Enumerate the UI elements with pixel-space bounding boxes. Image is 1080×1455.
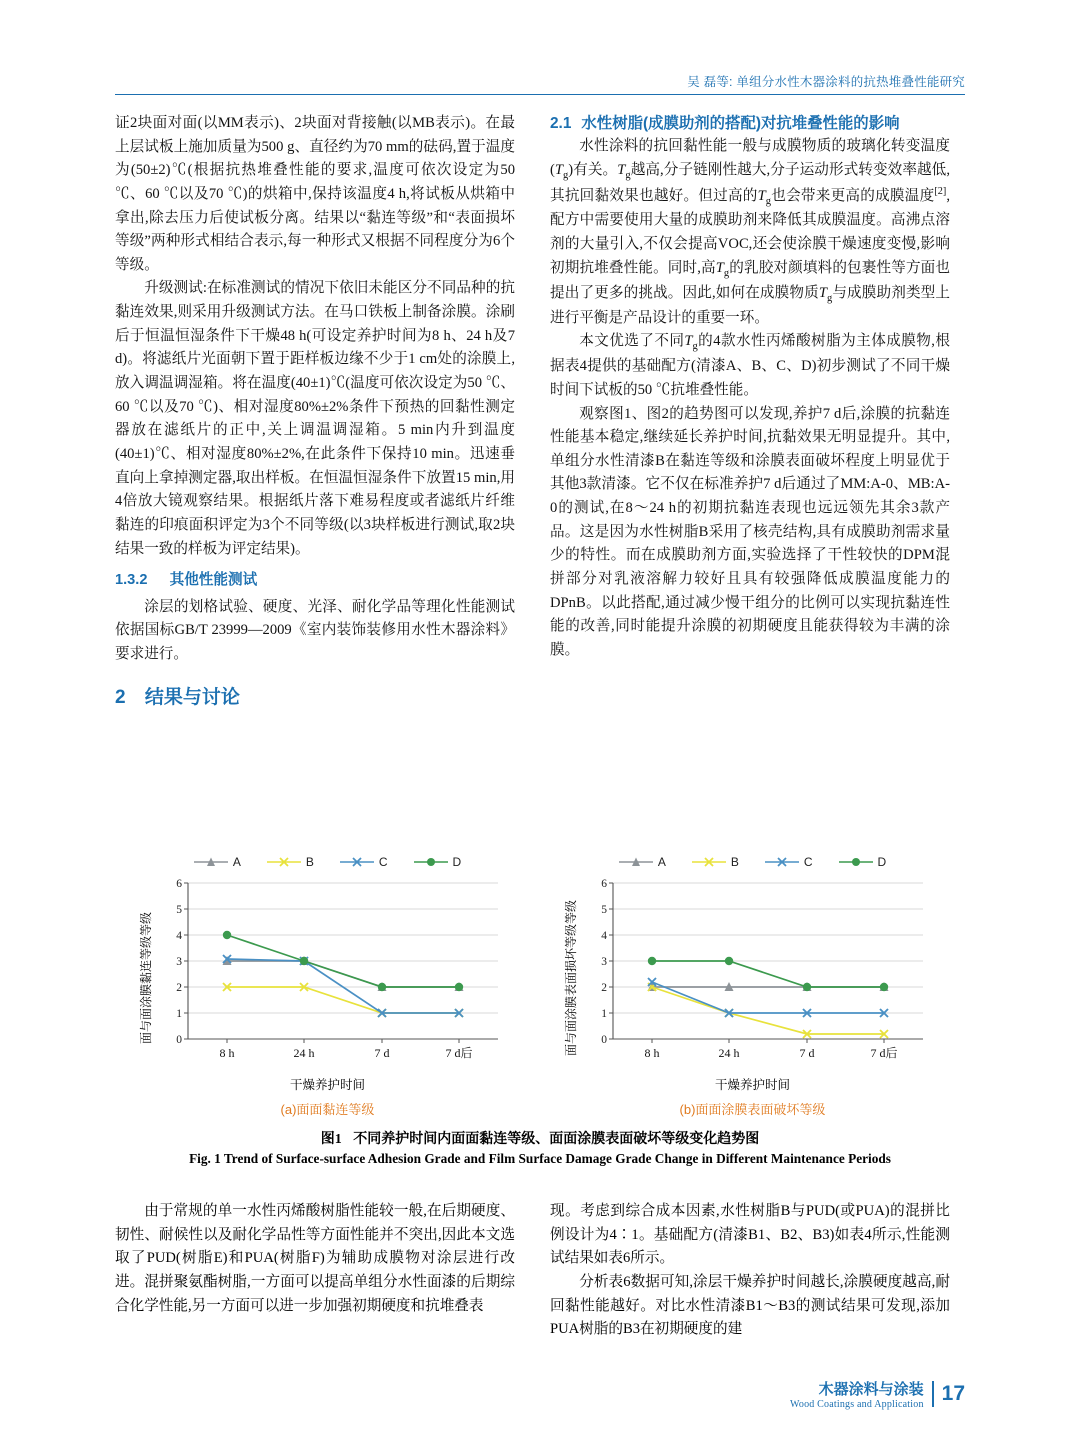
svg-text:7 d: 7 d bbox=[374, 1046, 389, 1060]
footer-divider bbox=[932, 1381, 934, 1407]
chart-b-legend bbox=[540, 855, 965, 869]
legend-label: B bbox=[305, 855, 314, 869]
paragraph: 升级测试:在标准测试的情况下依旧未能区分不同品种的抗黏连效果,则采用升级测试方法。在马口铁板上制备涂膜。涂刷后于恒温恒湿条件下干燥48 h(可设定养护时间为8 h、24 h及7 d)。将滤纸片光面朝下置于距样板边缘不少于1 cm处的涂膜上,放入调温调湿箱。将在温度(40±1)℃(温度可依次设定为50 ℃、60 ℃以及70 ℃)、相对湿度80%±2%条件下预热的回黏性测定器放在滤纸片的正中,关上调温调湿箱。5 min内升到温度(40±1)℃、相对湿度80%±2%,在此条件下保持10 min。迅速垂直向上拿掉测定器,取出样板。在恒温恒湿条件下放置15 min,用4倍放大镜观察结果。根据纸片落下难易程度或者滤纸片纤维黏连的印痕面积评定为3个不同等级(以3块样板进行测试,取2块结果一致的样板为评定结果)。 bbox=[115, 280, 515, 557]
legend-marker-x-icon bbox=[267, 856, 301, 868]
legend-item-a bbox=[194, 855, 241, 869]
heading-text: 结果与讨论 bbox=[144, 686, 240, 708]
svg-text:24 h: 24 h bbox=[718, 1046, 739, 1060]
running-head-rule bbox=[115, 94, 965, 95]
heading-1-3-2 bbox=[115, 569, 515, 593]
text-run: 的4款水性丙烯酸树脂为主体成膜物,根据表4提供的基础配方(清漆A、B、C、D)初步测试了不同干燥时间下试板的50 ℃抗堆叠性能。 bbox=[550, 333, 950, 398]
left-column bbox=[115, 112, 515, 724]
paragraph: 涂层的划格试验、硬度、光泽、耐化学品等理化性能测试依据国标GB/T 23999—2009《室内装饰装修用水性木器涂料》要求进行。 bbox=[115, 598, 515, 663]
legend-label: C bbox=[803, 855, 813, 869]
legend-label: A bbox=[657, 855, 666, 869]
figure-1 bbox=[115, 855, 965, 1167]
running-head-author: 吴 磊等: bbox=[687, 75, 733, 89]
svg-text:1: 1 bbox=[600, 1008, 607, 1020]
chart-b-ylabel: 面与面涂膜表面损坏等级等级 bbox=[563, 899, 578, 1057]
symbol-tg: T bbox=[554, 161, 563, 178]
svg-text:4: 4 bbox=[175, 930, 182, 942]
svg-text:3: 3 bbox=[600, 956, 607, 968]
symbol-tg-sub: g bbox=[563, 169, 569, 181]
legend-item-d bbox=[839, 855, 887, 869]
heading-text: 水性树脂(成膜助剂的搭配)对抗堆叠性能的影响 bbox=[581, 115, 900, 132]
chart-b bbox=[540, 855, 965, 1118]
chart-a-xlabel: 干燥养护时间 bbox=[289, 1078, 365, 1092]
paragraph-tg bbox=[550, 135, 950, 330]
svg-text:2: 2 bbox=[175, 982, 182, 994]
chart-b-caption: (b)面面涂膜表面破坏等级 bbox=[679, 1102, 826, 1117]
heading-number: 2 bbox=[115, 686, 126, 708]
legend-label: A bbox=[232, 855, 241, 869]
svg-text:7 d: 7 d bbox=[799, 1046, 814, 1060]
journal-name-en: Wood Coatings and Application bbox=[790, 1399, 924, 1410]
legend-marker-triangle-icon bbox=[619, 856, 653, 868]
svg-text:4: 4 bbox=[600, 930, 607, 942]
bottom-left-column bbox=[115, 1200, 515, 1318]
chart-b-plot bbox=[553, 873, 953, 1073]
legend-marker-circle-icon bbox=[839, 856, 873, 868]
legend-marker-x-icon bbox=[765, 856, 799, 868]
page-number: 17 bbox=[941, 1382, 965, 1405]
legend-marker-x-icon bbox=[340, 856, 374, 868]
text-run: )有关。 bbox=[568, 161, 618, 178]
chart-a-plot bbox=[128, 873, 528, 1073]
svg-text:6: 6 bbox=[175, 878, 182, 890]
figure-caption-text: 不同养护时间内面面黏连等级、面面涂膜表面破坏等级变化趋势图 bbox=[353, 1132, 760, 1147]
svg-text:2: 2 bbox=[600, 982, 607, 994]
svg-text:7 d后: 7 d后 bbox=[444, 1046, 473, 1060]
svg-text:8 h: 8 h bbox=[219, 1046, 234, 1060]
legend-marker-x-icon bbox=[692, 856, 726, 868]
figure-caption-en: Fig. 1 Trend of Surface-surface Adhesion Grade and Film Surface Damage Grade Change in Different Maintenance Periods bbox=[189, 1151, 891, 1166]
symbol-tg-sub: g bbox=[625, 169, 631, 181]
bottom-right-column bbox=[550, 1200, 950, 1342]
page-footer bbox=[790, 1378, 965, 1410]
svg-text:24 h: 24 h bbox=[293, 1046, 314, 1060]
legend-item-b bbox=[692, 855, 739, 869]
svg-text:6: 6 bbox=[600, 878, 607, 890]
figure-label: 图1 bbox=[320, 1132, 342, 1147]
svg-text:3: 3 bbox=[175, 956, 182, 968]
paragraph: 分析表6数据可知,涂层干燥养护时间越长,涂膜硬度越高,耐回黏性能越好。对比水性清漆B1～B3的测试结果可发现,添加PUA树脂的B3在初期硬度的建 bbox=[550, 1273, 950, 1338]
svg-text:5: 5 bbox=[600, 904, 607, 916]
svg-text:0: 0 bbox=[600, 1034, 607, 1046]
paragraph: 证2块面对面(以MM表示)、2块面对背接触(以MB表示)。在最上层试板上施加质量为500 g、直径约为70 mm的砝码,置于温度为(50±2)℃(根据抗热堆叠性能的要求,温度可依次设定为50 ℃、60 ℃以及70 ℃)的烘箱中,保持该温度4 h,将试板从烘箱中拿出,除去压力后使试板分离。结果以“黏连等级”和“表面损坏等级”两种形式相结合表示,每一种形式又根据不同程度分为6个等级。 bbox=[115, 115, 515, 273]
svg-text:5: 5 bbox=[175, 904, 182, 916]
text-run: ,配方中需要使用大量的成膜助剂来降低其成膜温度。高沸点溶剂的大量引入,不仅会提高VOC,还会使涂膜干燥速度变慢,影响初期抗堆叠性能。同时,高 bbox=[550, 187, 950, 276]
text-run: 也会带来更高的成膜温度 bbox=[771, 187, 935, 204]
paragraph-resin bbox=[550, 330, 950, 402]
heading-section-2 bbox=[115, 683, 515, 714]
svg-text:7 d后: 7 d后 bbox=[869, 1046, 898, 1060]
running-head bbox=[115, 72, 965, 90]
journal-name-cn: 木器涂料与涂装 bbox=[818, 1381, 924, 1398]
heading-text: 其他性能测试 bbox=[169, 572, 258, 589]
paragraph: 由于常规的单一水性丙烯酸树脂性能较一般,在后期硬度、韧性、耐候性以及耐化学品性等方面性能并不突出,因此本文选取了PUD(树脂E)和PUA(树脂F)为辅助成膜物对涂层进行改进。混拼聚氨酯树脂,一方面可以提高单组分水性面漆的后期综合化学性能,另一方面可以进一步加强初期硬度和抗堆叠表 bbox=[115, 1203, 515, 1314]
text-run: 越高,分子链刚性越大,分子运动形式转变效率越低,其抗回黏效果也越好。但过高的 bbox=[550, 161, 950, 204]
symbol-tg: T bbox=[715, 259, 724, 276]
heading-2-1 bbox=[550, 112, 950, 135]
chart-a-ylabel: 面与面涂膜黏连等级等级 bbox=[138, 911, 153, 1045]
symbol-tg: T bbox=[757, 187, 766, 204]
symbol-tg-sub: g bbox=[826, 292, 833, 304]
symbol-tg: T bbox=[684, 333, 693, 350]
legend-label: D bbox=[877, 855, 887, 869]
symbol-tg-sub: g bbox=[765, 195, 772, 207]
legend-item-b bbox=[267, 855, 314, 869]
legend-label: D bbox=[452, 855, 462, 869]
svg-text:8 h: 8 h bbox=[644, 1046, 659, 1060]
svg-text:0: 0 bbox=[175, 1034, 182, 1046]
symbol-tg: T bbox=[617, 161, 626, 178]
svg-text:1: 1 bbox=[175, 1008, 182, 1020]
citation-ref: [2] bbox=[934, 185, 947, 197]
legend-item-a bbox=[619, 855, 666, 869]
symbol-tg: T bbox=[818, 284, 827, 301]
right-column bbox=[550, 112, 950, 663]
legend-item-c bbox=[340, 855, 388, 869]
text-run: 本文优选了不同 bbox=[579, 333, 685, 350]
chart-a-legend bbox=[115, 855, 540, 869]
symbol-tg-sub: g bbox=[692, 341, 698, 353]
legend-item-d bbox=[414, 855, 462, 869]
chart-a bbox=[115, 855, 540, 1118]
figure-caption-cn bbox=[115, 1128, 965, 1148]
text-run: 与成膜助剂类型上进行平衡是产品设计的重要一环。 bbox=[550, 284, 950, 326]
running-head-title: 单组分水性木器涂料的抗热堆叠性能研究 bbox=[736, 75, 965, 89]
heading-number: 2.1 bbox=[550, 115, 572, 132]
chart-b-xlabel: 干燥养护时间 bbox=[714, 1078, 790, 1092]
paragraph: 现。考虑到综合成本因素,水性树脂B与PUD(或PUA)的混拼比例设计为4∶1。基础配方(清漆B1、B2、B3)如表4所示,性能测试结果如表6所示。 bbox=[550, 1203, 950, 1267]
text-run: 水性涂料的抗回黏性能一般与成膜物质的玻璃化转变温度( bbox=[550, 138, 950, 178]
symbol-tg-sub: g bbox=[723, 267, 730, 279]
paragraph: 观察图1、图2的趋势图可以发现,养护7 d后,涂膜的抗黏连性能基本稳定,继续延长养护时间,抗黏效果无明显提升。其中,单组分水性清漆B在黏连等级和涂膜表面破坏程度上明显优于其他3款清漆。它不仅在标准养护7 d后通过了MM:A-0、MB:A-0的测试,在8～24 h的初期抗黏连表现也远远领先其余3款产品。这是因为水性树脂B采用了核壳结构,具有成膜助剂需求量少的特性。而在成膜助剂方面,实验选择了干性较快的DPM混拼部分对乳液溶解力较好且具有较强降低成膜温度能力的DPnB。以此搭配,通过减少慢干组分的比例可以实现抗黏连性能的改善,同时能提升涂膜的初期硬度且能获得较为丰满的涂膜。 bbox=[550, 405, 950, 658]
legend-label: C bbox=[378, 855, 388, 869]
text-run: 的乳胶对颜填料的包裹性等方面也提出了更多的挑战。因此,如何在成膜物质 bbox=[550, 259, 950, 301]
legend-label: B bbox=[730, 855, 739, 869]
chart-a-caption: (a)面面黏连等级 bbox=[280, 1102, 375, 1117]
heading-number: 1.3.2 bbox=[115, 572, 148, 589]
legend-marker-triangle-icon bbox=[194, 856, 228, 868]
legend-marker-circle-icon bbox=[414, 856, 448, 868]
legend-item-c bbox=[765, 855, 813, 869]
